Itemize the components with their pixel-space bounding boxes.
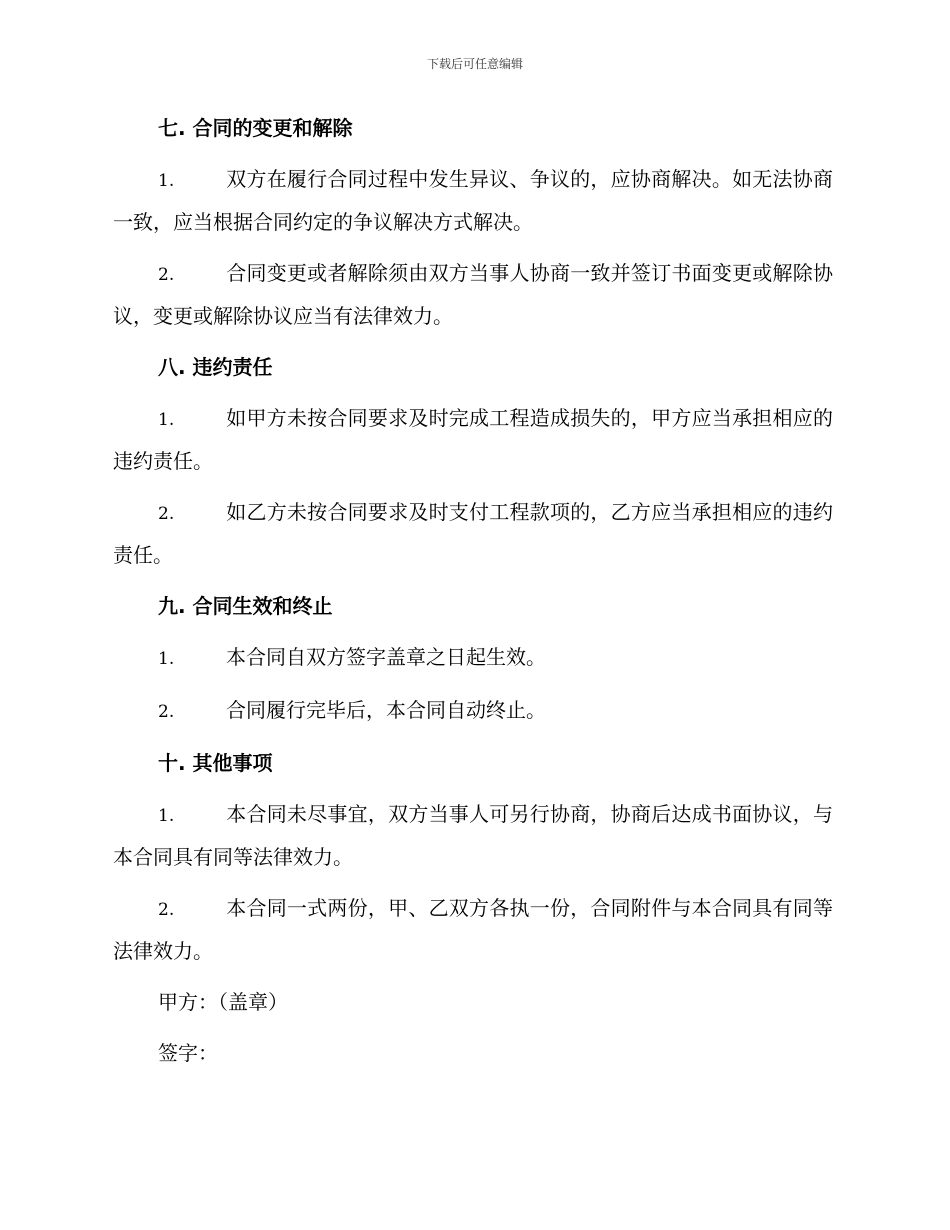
item-number: 1. bbox=[158, 649, 175, 669]
item-number: 1. bbox=[158, 410, 175, 430]
section-heading: 八. 违约责任 bbox=[158, 355, 273, 379]
section-heading: 十. 其他事项 bbox=[158, 751, 273, 775]
section-heading: 七. 合同的变更和解除 bbox=[158, 116, 353, 140]
item-text: 本合同自双方签字盖章之日起生效。 bbox=[226, 645, 546, 669]
item-text: 如甲方未按合同要求及时完成工程造成损失的，甲方应当承担相应的违约责任。 bbox=[113, 406, 833, 473]
list-item bbox=[113, 888, 833, 972]
list-item bbox=[113, 492, 833, 576]
party-a-seal-line: 甲方：（盖章） bbox=[158, 990, 288, 1014]
list-item bbox=[113, 159, 833, 243]
item-number: 2. bbox=[158, 702, 175, 722]
list-item bbox=[113, 690, 833, 733]
item-number: 1. bbox=[158, 806, 175, 826]
list-item bbox=[113, 637, 833, 680]
item-text: 合同履行完毕后，本合同自动终止。 bbox=[226, 698, 546, 722]
item-number: 2. bbox=[158, 900, 175, 920]
list-item bbox=[113, 398, 833, 482]
list-item bbox=[113, 794, 833, 878]
page-header: 下载后可任意编辑 bbox=[426, 57, 523, 71]
item-number: 2. bbox=[158, 265, 175, 285]
item-text: 本合同一式两份，甲、乙双方各执一份，合同附件与本合同具有同等法律效力。 bbox=[113, 896, 833, 963]
signature-line: 签字： bbox=[158, 1041, 218, 1065]
section-heading: 九. 合同生效和终止 bbox=[158, 594, 333, 618]
document-body bbox=[113, 108, 833, 1084]
item-number: 1. bbox=[158, 171, 175, 191]
item-text: 本合同未尽事宜，双方当事人可另行协商，协商后达成书面协议，与本合同具有同等法律效力。 bbox=[113, 802, 833, 869]
item-text: 如乙方未按合同要求及时支付工程款项的，乙方应当承担相应的违约责任。 bbox=[113, 500, 833, 567]
item-text: 双方在履行合同过程中发生异议、争议的，应协商解决。如无法协商一致，应当根据合同约定的争议解决方式解决。 bbox=[113, 167, 833, 234]
list-item bbox=[113, 253, 833, 337]
item-number: 2. bbox=[158, 504, 175, 524]
item-text: 合同变更或者解除须由双方当事人协商一致并签订书面变更或解除协议，变更或解除协议应当有法律效力。 bbox=[113, 261, 833, 328]
